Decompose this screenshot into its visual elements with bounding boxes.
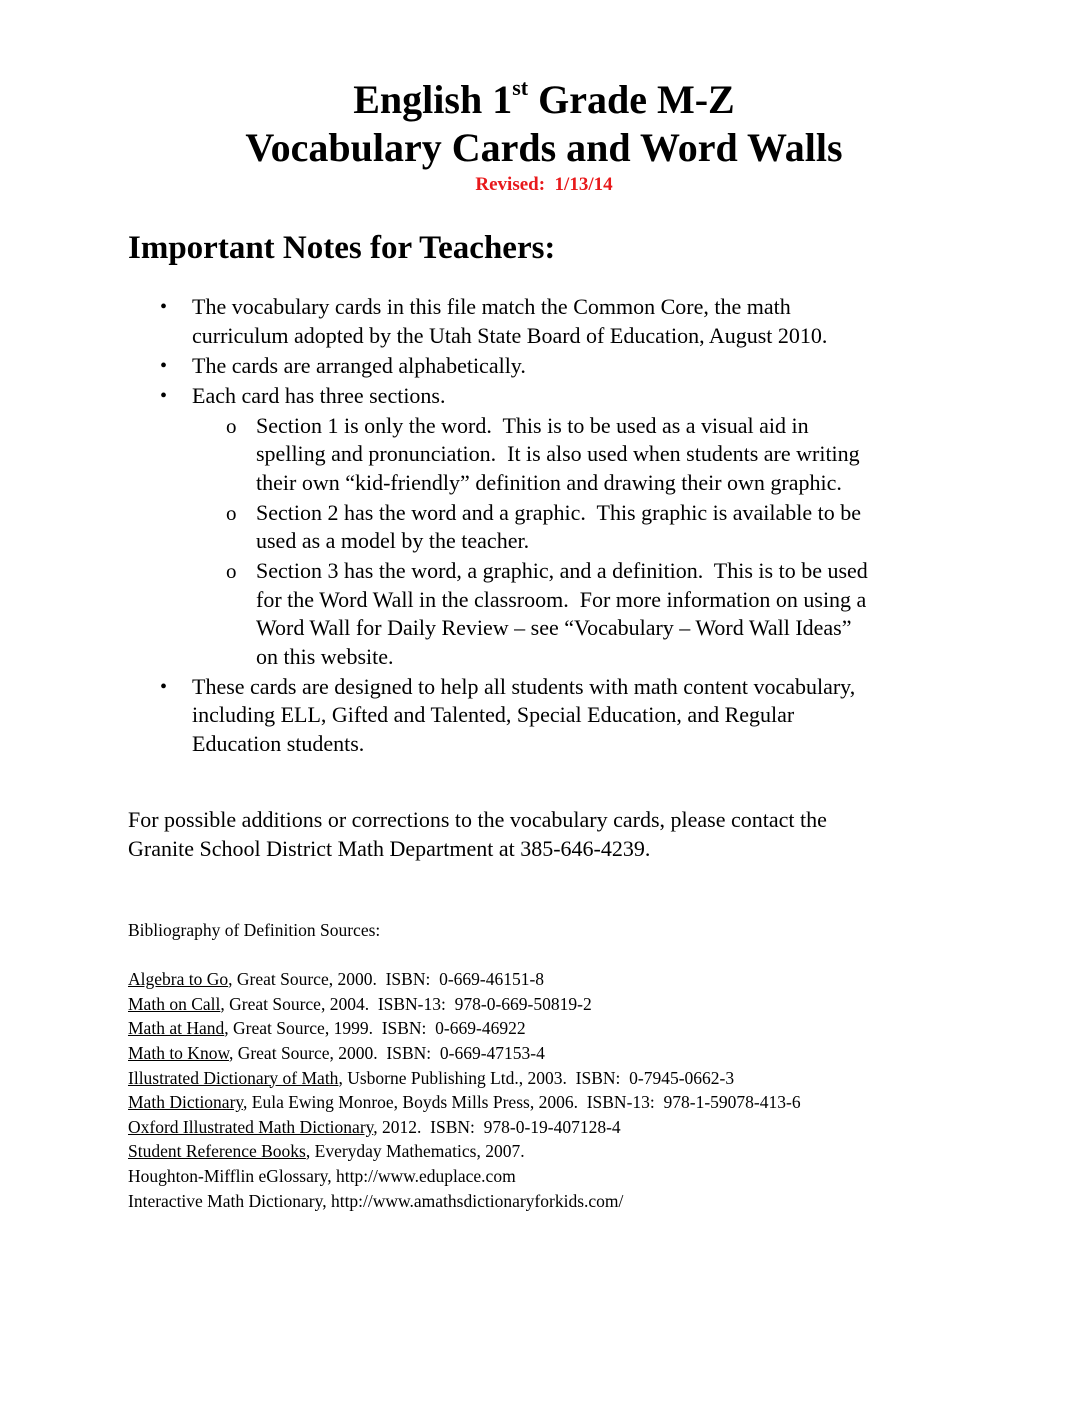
book-details: , Great Source, 2000. ISBN: 0-669-46151-8 bbox=[228, 969, 545, 990]
book-details: Houghton-Mifflin eGlossary, http://www.eduplace.com bbox=[128, 1165, 516, 1186]
section-note-item bbox=[128, 499, 968, 556]
bullet-icon: • bbox=[160, 354, 168, 377]
bibliography-entry bbox=[128, 1016, 1028, 1041]
book-details: , Great Source, 1999. ISBN: 0-669-46922 bbox=[224, 1018, 526, 1039]
contact-line: Granite School District Math Department at 385-646-4239. bbox=[128, 836, 651, 861]
bibliography-heading: Bibliography of Definition Sources: bbox=[128, 920, 381, 940]
bibliography-entry bbox=[128, 992, 1028, 1017]
bibliography-entry bbox=[128, 1041, 1028, 1066]
book-title: Algebra to Go bbox=[128, 969, 229, 990]
book-title: Math to Know bbox=[128, 1042, 229, 1063]
book-details: , 2012. ISBN: 978-0-19-407128-4 bbox=[373, 1116, 621, 1137]
book-details: , Great Source, 2000. ISBN: 0-669-47153-4 bbox=[228, 1042, 545, 1063]
bibliography-entry bbox=[128, 1090, 1028, 1115]
note-line: The cards are arranged alphabetically. bbox=[192, 352, 526, 378]
note-line: Section 2 has the word and a graphic. This graphic is available to be bbox=[256, 499, 862, 525]
book-title: Math at Hand bbox=[128, 1018, 225, 1039]
note-line: curriculum adopted by the Utah State Board of Education, August 2010. bbox=[192, 322, 828, 348]
title-part-1: English 1 bbox=[353, 77, 513, 122]
bibliography-entry bbox=[128, 1066, 1028, 1091]
book-details: , Great Source, 2004. ISBN-13: 978-0-669-50819-2 bbox=[220, 993, 592, 1014]
title-block bbox=[0, 76, 1088, 198]
book-title: Oxford Illustrated Math Dictionary bbox=[128, 1116, 374, 1137]
sub-bullet-icon: o bbox=[226, 500, 237, 525]
notes-list bbox=[128, 293, 968, 760]
note-line: for the Word Wall in the classroom. For more information on using a bbox=[256, 586, 867, 612]
note-line: used as a model by the teacher. bbox=[256, 528, 530, 553]
sub-bullet-icon: o bbox=[226, 559, 237, 583]
bibliography-entry bbox=[128, 1164, 1028, 1189]
note-item bbox=[128, 293, 968, 350]
bullet-icon: • bbox=[160, 384, 168, 407]
note-line: These cards are designed to help all students with math content vocabulary, bbox=[192, 673, 856, 699]
bibliography-entry bbox=[128, 1115, 1028, 1140]
book-title: Student Reference Books bbox=[128, 1141, 306, 1162]
note-line: Word Wall for Daily Review – see “Vocabulary – Word Wall Ideas” bbox=[256, 615, 852, 640]
note-line: The vocabulary cards in this file match the Common Core, the math bbox=[192, 294, 791, 319]
title-superscript: st bbox=[512, 75, 529, 100]
revised-date: Revised: 1/13/14 bbox=[475, 174, 613, 195]
contact-line: For possible additions or corrections to the vocabulary cards, please contact the bbox=[128, 807, 827, 832]
bibliography-entry bbox=[128, 1139, 1028, 1164]
book-details: Interactive Math Dictionary, http://www.amathsdictionaryforkids.com/ bbox=[128, 1190, 624, 1211]
contact-paragraph bbox=[128, 805, 1008, 863]
book-details: , Usborne Publishing Ltd., 2003. ISBN: 0-7945-0662-3 bbox=[338, 1067, 735, 1088]
note-line: Section 1 is only the word. This is to be used as a visual aid in bbox=[256, 412, 809, 438]
note-line: spelling and pronunciation. It is also used when students are writing bbox=[256, 441, 860, 466]
note-line: Section 3 has the word, a graphic, and a definition. This is to be used bbox=[256, 558, 868, 583]
note-line: Each card has three sections. bbox=[192, 382, 446, 408]
book-title: Illustrated Dictionary of Math bbox=[128, 1067, 339, 1088]
document-subtitle: Vocabulary Cards and Word Walls bbox=[245, 125, 843, 170]
document-title bbox=[0, 76, 1088, 124]
book-title: Math Dictionary bbox=[128, 1092, 244, 1113]
note-item bbox=[128, 382, 968, 411]
bibliography-entry bbox=[128, 1189, 1028, 1214]
note-line: on this website. bbox=[256, 643, 394, 669]
section-note-item bbox=[128, 412, 968, 498]
notes-heading: Important Notes for Teachers: bbox=[128, 230, 556, 266]
book-details: , Eula Ewing Monroe, Boyds Mills Press, 2006. ISBN-13: 978-1-59078-413-6 bbox=[243, 1092, 801, 1113]
bibliography bbox=[128, 918, 1028, 1213]
title-part-2: Grade M-Z bbox=[528, 77, 735, 122]
bullet-icon: • bbox=[160, 296, 168, 318]
note-line: including ELL, Gifted and Talented, Special Education, and Regular bbox=[192, 702, 795, 727]
sub-bullet-icon: o bbox=[226, 413, 237, 438]
book-title: Math on Call bbox=[128, 993, 221, 1014]
bullet-icon: • bbox=[160, 675, 168, 698]
note-line: Education students. bbox=[192, 730, 365, 756]
note-item bbox=[128, 673, 968, 759]
bibliography-entry bbox=[128, 967, 1028, 992]
note-line: their own “kid-friendly” definition and drawing their own graphic. bbox=[256, 469, 842, 495]
note-item bbox=[128, 352, 968, 381]
section-note-item bbox=[128, 557, 968, 671]
book-details: , Everyday Mathematics, 2007. bbox=[305, 1141, 525, 1162]
